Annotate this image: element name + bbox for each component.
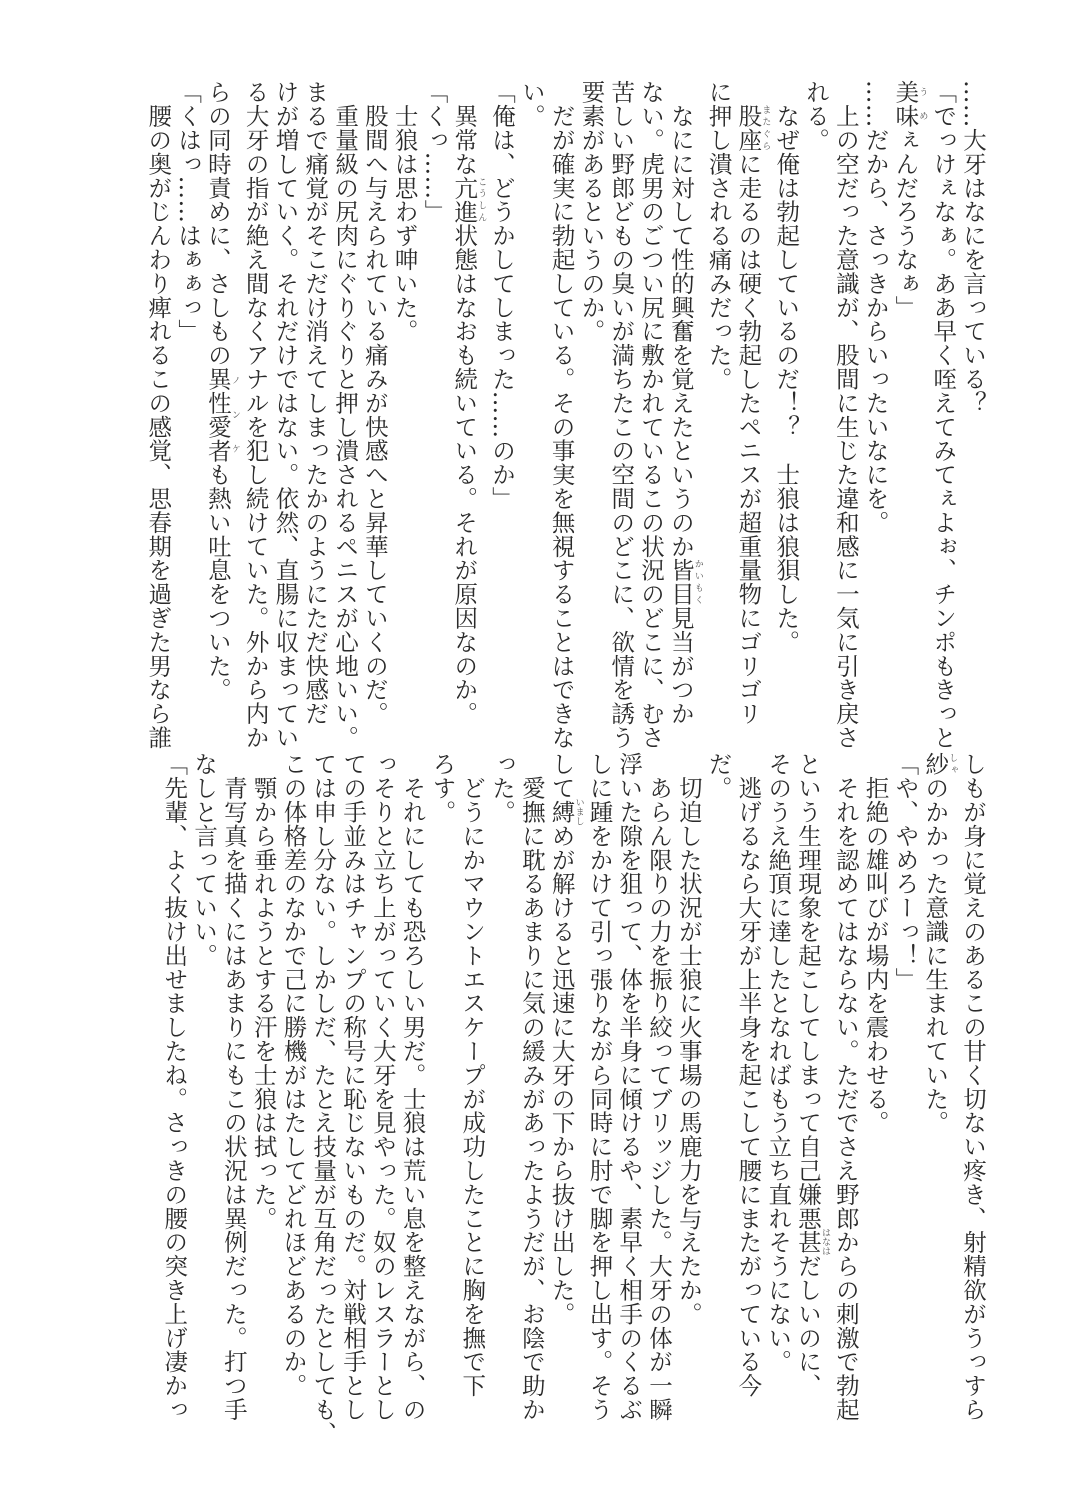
ruby-annotated-word [921, 752, 958, 776]
ruby-reading: いまし [573, 797, 584, 826]
ruby-base: 紗 [921, 752, 950, 776]
text-segment: して [547, 752, 576, 800]
text-line [733, 80, 771, 726]
text-line [733, 752, 763, 1398]
text-segment: 逃げるなら大牙が上半身を起こして腰にまたがっている今 [734, 752, 763, 1398]
text-segment: 切迫した状況が士狼に火事場の馬鹿力を与えたか。 [674, 752, 703, 1326]
text-line [158, 752, 189, 1422]
text-segment: 「くはっ……はぁぁっ」 [174, 80, 203, 343]
text-segment: ろす。 [428, 752, 457, 824]
text-segment: 異常な [450, 80, 479, 176]
text-line [576, 80, 606, 710]
text-line [486, 752, 516, 1382]
text-segment: まるで痛覚がそこだけ消えてしまったかのようにただ快感だ [301, 80, 330, 726]
text-segment: 状態はなおも続いている。それが原因なのか。 [450, 223, 479, 726]
text-line [172, 80, 202, 710]
text-segment: そのうえ絶頂に達したとなればもう立ち直れそうにない。 [764, 752, 793, 1374]
text-line [546, 752, 584, 1382]
text-line [860, 80, 890, 710]
text-line [957, 80, 987, 710]
text-line [307, 752, 338, 1446]
text-line [188, 752, 218, 1382]
text-segment: どうにかマウントエスケープが成功したことに胸を撫で下 [458, 752, 487, 1398]
text-line [329, 80, 360, 750]
text-line [890, 80, 928, 710]
text-segment: 要素があるというのか。 [577, 80, 606, 343]
text-line [142, 80, 173, 750]
text-segment: 股間へ与えられている痛みが快感へと昇華していくのだ。 [360, 80, 389, 726]
text-segment: に走るのは硬く勃起したペニスが超重量物にゴリゴリ [734, 151, 763, 726]
ruby-reading: うめ [917, 80, 928, 128]
text-line [448, 80, 487, 726]
ruby-reading: はなは [820, 1227, 831, 1257]
ruby-base: 美味 [891, 80, 920, 128]
text-segment: ては申し分ない。しかしだ、たとえ技量が互角だったとしても、 [309, 752, 338, 1446]
text-line [770, 80, 800, 710]
text-segment: 「や、やめろーっ！」 [891, 752, 920, 991]
ruby-annotated-word [891, 80, 928, 128]
ruby-base: 異性愛者 [203, 366, 232, 463]
text-segment: 上の空だった意識が、股間に生じた違和感に一気に引き戻さ [831, 80, 860, 750]
text-segment: っそりと立ち上がっていく大牙を見やった。奴のレスラーとし [368, 752, 397, 1422]
text-line [516, 80, 546, 710]
text-line [278, 752, 308, 1398]
text-segment: 苦しい野郎どもの臭いが満ちたこの空間のどこに、欲情を誘う [607, 80, 636, 750]
text-segment: 愛撫に耽るあまりに気の緩みがあったようだが、お陰で助か [517, 752, 546, 1422]
text-line [516, 752, 546, 1422]
text-segment: ない。虎男のごつい尻に敷かれているこの状況のどこに、むさ [637, 80, 666, 750]
text-segment: めが解けると迅速に大牙の下から抜け出した。 [547, 823, 576, 1326]
ruby-reading: かいもく [692, 558, 703, 606]
text-line [202, 80, 240, 710]
text-line [919, 752, 957, 1382]
text-line [830, 80, 860, 750]
text-line [419, 80, 449, 710]
text-segment: なしと言っていい。 [190, 752, 219, 968]
text-line [635, 80, 666, 750]
text-line [927, 80, 958, 750]
text-line [673, 752, 703, 1382]
text-line [800, 80, 830, 710]
text-segment: 顎から垂れようとする汗を士狼は拭った。 [249, 752, 278, 1230]
text-line [427, 752, 457, 1382]
ruby-annotated-word [203, 366, 240, 463]
ruby-reading: しゃ [947, 752, 958, 776]
text-segment: 「先輩、よく抜け出せましたね。さっきの腰の突き上げ凄かっ [160, 752, 189, 1422]
text-segment: それにしても恐ろしい男だ。士狼は荒い息を整えながら、の [398, 752, 427, 1422]
text-segment: という生理現象を起こしてしまって自己嫌悪 [794, 752, 823, 1230]
text-segment: ……大牙はなにを言っている？ [959, 80, 987, 415]
text-line [613, 752, 644, 1422]
ruby-reading: またぐら [760, 103, 771, 152]
text-segment: も熱い吐息をついた。 [203, 462, 232, 702]
text-segment: 見当がつか [666, 605, 695, 726]
ruby-base: 股座 [734, 103, 763, 152]
text-segment: 浮いた隙を狙って、体を半身に傾けるや、素早く相手のくるぶ [615, 752, 644, 1422]
text-line [643, 752, 674, 1422]
text-line [456, 752, 487, 1398]
ruby-annotated-word [734, 103, 771, 152]
text-line [546, 80, 576, 750]
text-line [762, 752, 792, 1382]
text-line [299, 80, 330, 726]
text-line [397, 752, 427, 1422]
text-line [605, 80, 636, 750]
ruby-base: 皆目 [666, 558, 695, 606]
text-segment: だ。 [704, 752, 733, 800]
text-segment: けが増していく。それだけではない。依然、直腸に収まってい [271, 80, 300, 750]
ruby-annotated-word [666, 558, 703, 606]
text-line [792, 752, 831, 1398]
text-line [389, 80, 419, 710]
text-segment: れる。 [802, 80, 831, 152]
ruby-base: 甚 [794, 1227, 823, 1257]
ruby-annotated-word [450, 175, 487, 224]
text-segment [734, 80, 762, 104]
text-line [703, 752, 733, 1382]
text-segment: ての手並みはチャンプの称号に恥じないものだ。対戦相手とし [339, 752, 368, 1422]
text-segment: なにに対して性的興奮を覚えたというのか [666, 80, 695, 558]
text-block-top [142, 80, 987, 750]
text-segment: ……だから、さっきからいったいなにを。 [861, 80, 890, 535]
text-line [337, 752, 368, 1422]
text-segment: ぇんだろうなぁ」 [891, 127, 920, 320]
text-segment: 拒絶の雄叫びが場内を震わせる。 [861, 752, 890, 1135]
ruby-base: 縛 [547, 797, 576, 826]
text-segment: 士狼は思わず呻いた。 [390, 80, 419, 343]
text-segment: 「でっけぇなぁ。ああ早く咥えてみてぇよぉ、チンポもきっと [929, 80, 958, 750]
text-segment: 「俺は、どうかしてしまった……のか」 [488, 80, 517, 511]
text-segment: しもが身に覚えのあるこの甘く切ない疼き、射精欲がうっすら [959, 752, 987, 1422]
text-segment: 重量級の尻肉にぐりぐりと押し潰されるペニスが心地いい。 [331, 80, 360, 750]
text-segment: 腰の奥がじんわり痺れるこの感覚、思春期を過ぎた男なら誰 [144, 80, 173, 750]
ruby-annotated-word [547, 797, 584, 826]
text-segment: い。 [517, 80, 546, 128]
text-segment: それを認めてはならない。ただでさえ野郎からの刺激で勃起 [831, 752, 860, 1422]
text-line [240, 80, 270, 750]
text-line [359, 80, 389, 726]
text-line [270, 80, 300, 750]
text-line [584, 752, 614, 1422]
text-line [703, 80, 733, 710]
ruby-reading: こうしん [476, 175, 487, 224]
text-line [665, 80, 703, 726]
text-segment: に押し潰される痛みだった。 [704, 80, 733, 391]
text-segment: る大牙の指が絶え間なくアナルを犯し続けていた。外から内か [241, 80, 270, 750]
text-segment: のかかった意識に生まれていた。 [921, 775, 950, 1135]
text-segment: しに踵をかけて引っ張りながら同時に肘で脚を押し出す。そう [585, 752, 614, 1422]
text-line [957, 752, 987, 1422]
text-line [367, 752, 397, 1422]
text-segment: 「くっ……」 [420, 80, 449, 224]
text-segment: だしいのに、 [794, 1253, 823, 1398]
text-block-bottom [158, 752, 987, 1446]
text-line [830, 752, 860, 1422]
text-segment: この体格差のなかで己に勝機がはたしてどれほどあるのか。 [279, 752, 308, 1398]
text-segment: った。 [488, 752, 517, 824]
text-segment: 青写真を描くにはあまりにもこの状況は異例だった。打つ手 [219, 752, 248, 1422]
text-segment: あらん限りの力を振り絞ってブリッジした。大牙の体が一瞬 [645, 752, 674, 1422]
text-line [248, 752, 278, 1382]
text-line [486, 80, 516, 710]
ruby-reading: ノンケ [229, 366, 240, 463]
text-segment: なぜ俺は勃起しているのだ！？ 士狼は狼狽した。 [772, 80, 801, 654]
text-line [218, 752, 248, 1422]
text-segment: だが確実に勃起している。その事実を無視することはできな [547, 80, 576, 750]
text-line [890, 752, 920, 1382]
ruby-base: 亢進 [450, 175, 479, 224]
text-segment: らの同時責めに、さしもの [203, 80, 232, 367]
text-line [860, 752, 890, 1382]
ruby-annotated-word [794, 1227, 831, 1257]
